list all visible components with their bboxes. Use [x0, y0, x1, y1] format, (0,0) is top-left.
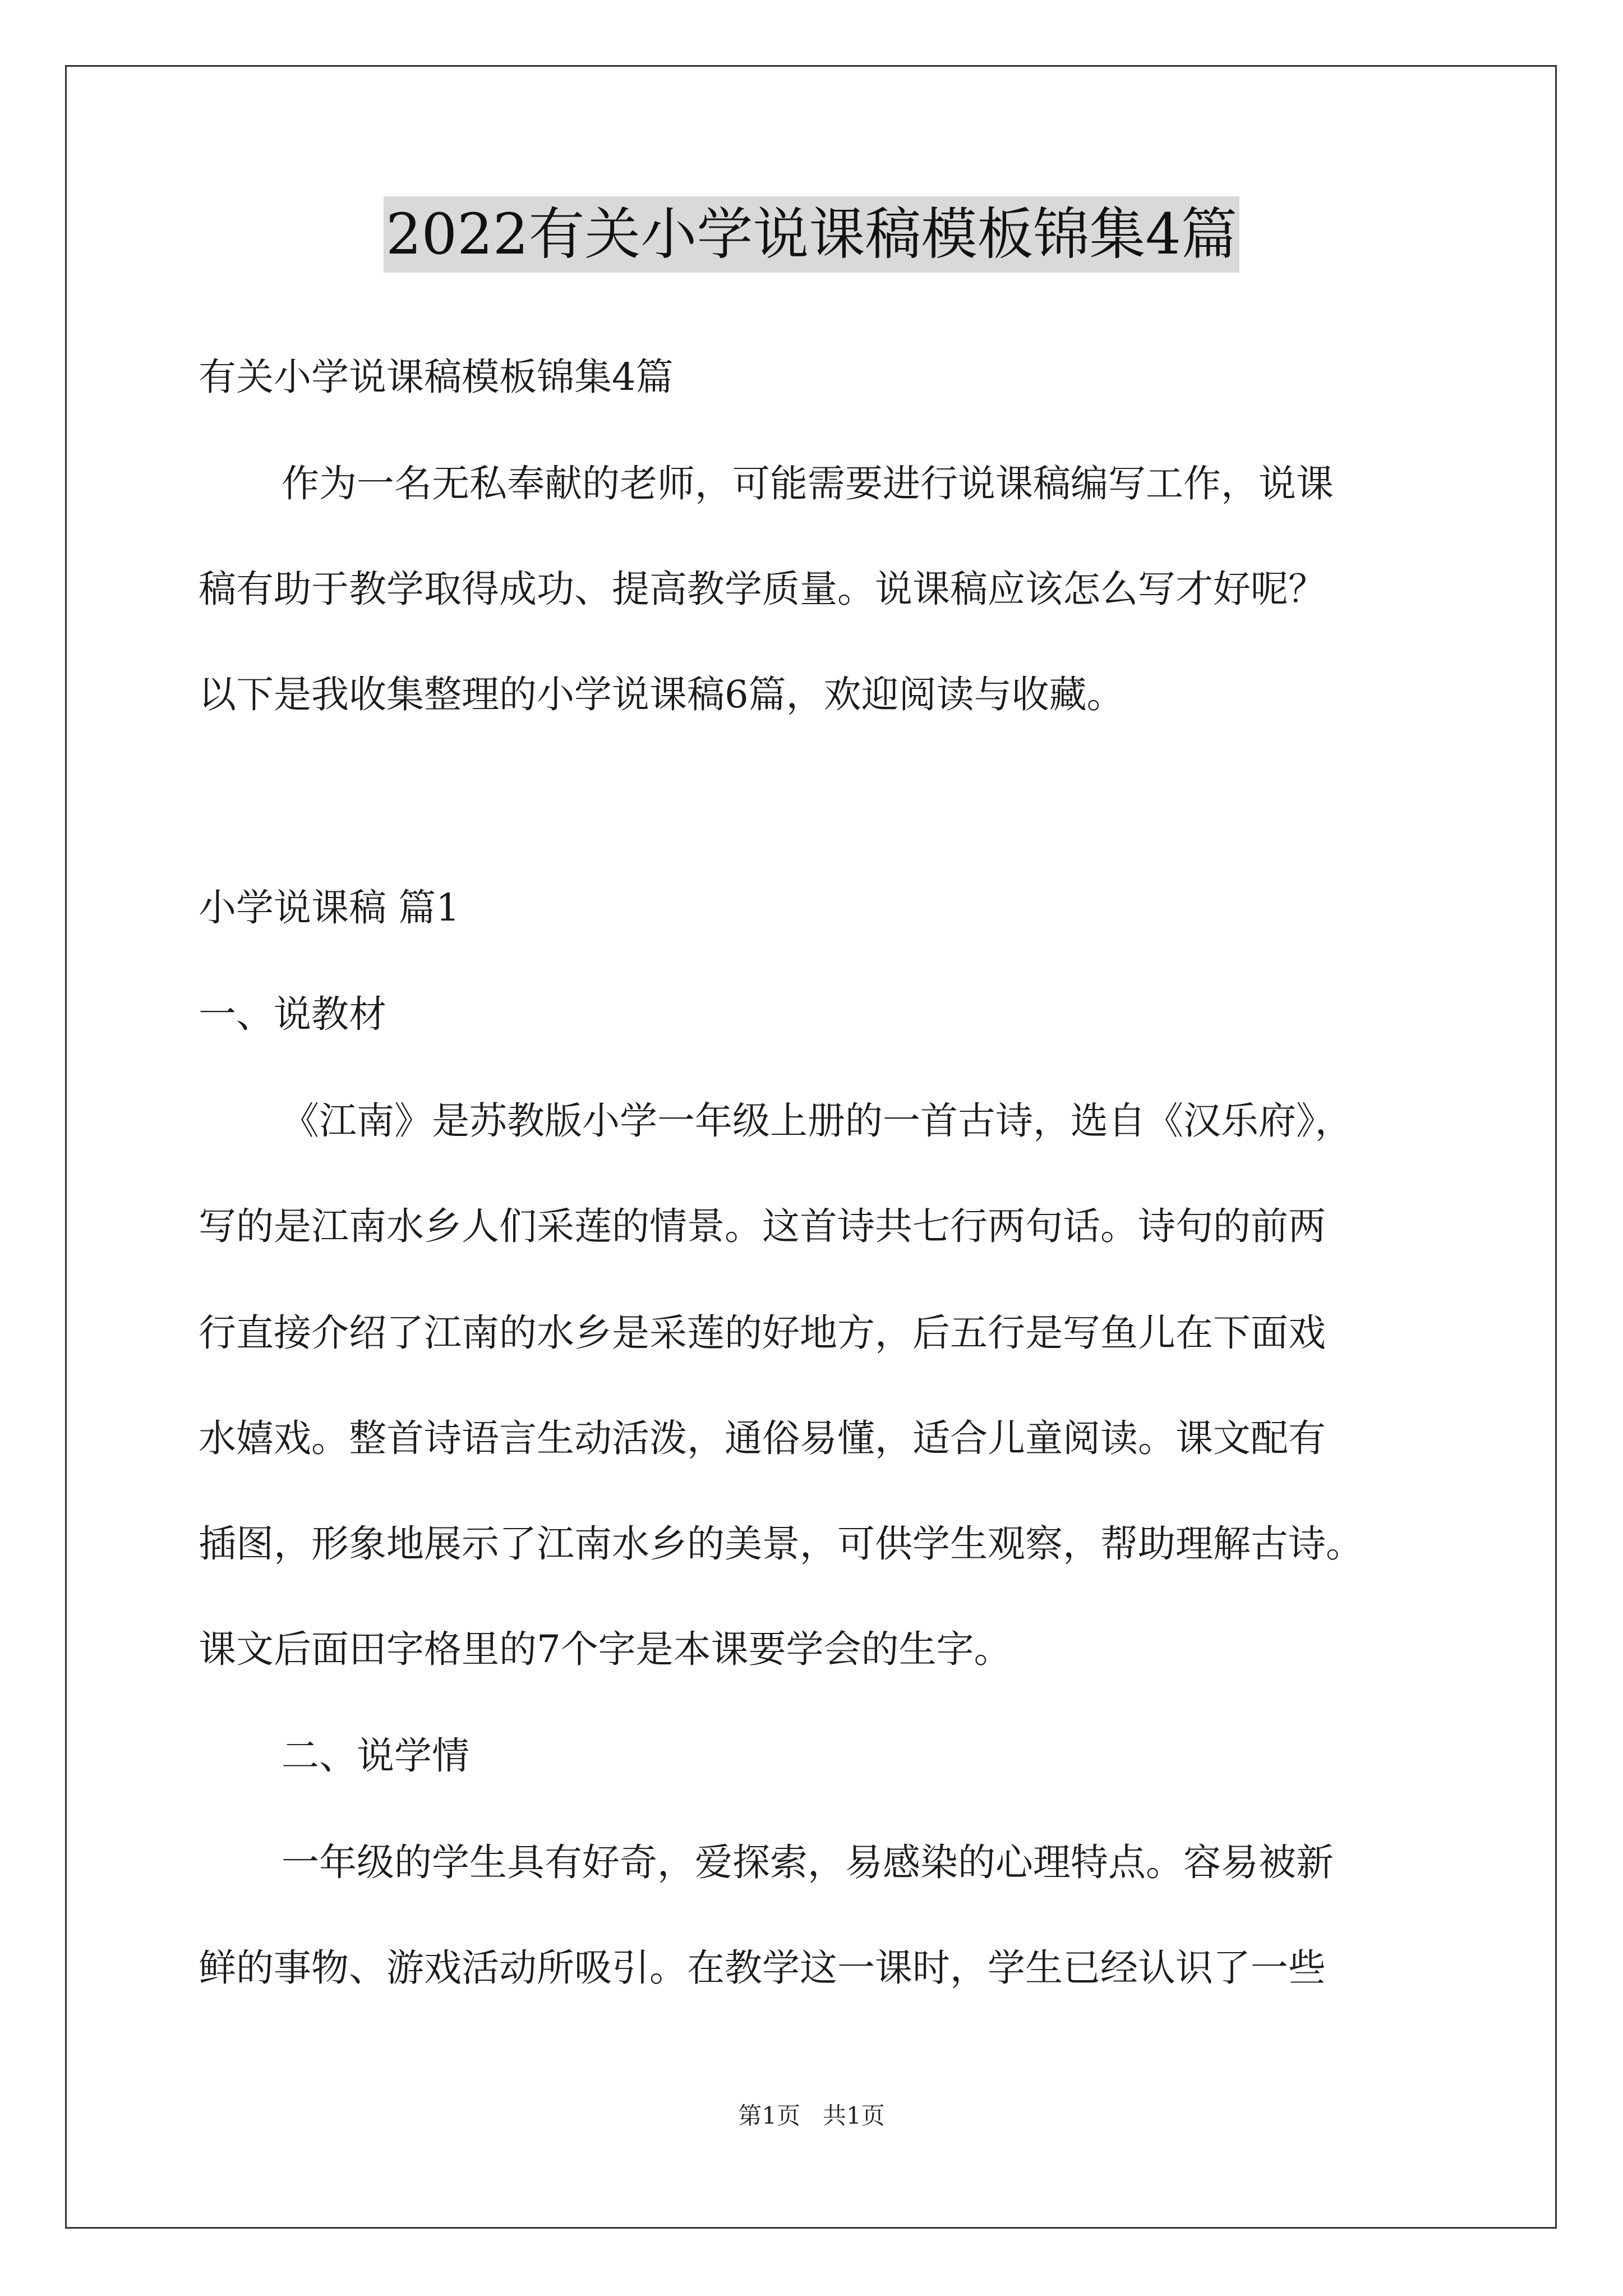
part2-line-2: 鲜的事物、游戏活动所吸引。在教学这一课时，学生已经认识了一些 [199, 1946, 1326, 1990]
intro-line-2: 稿有助于教学取得成功、提高教学质量。说课稿应该怎么写才好呢？ [199, 567, 1326, 611]
part2-heading: 二、说学情 [282, 1734, 469, 1778]
document-subtitle: 有关小学说课稿模板锦集4篇 [199, 355, 674, 399]
intro-line-3: 以下是我收集整理的小学说课稿6篇，欢迎阅读与收藏。 [199, 673, 1124, 716]
part1-line-2: 写的是江南水乡人们采莲的情景。这首诗共七行两句话。诗句的前两 [199, 1204, 1326, 1248]
document-title: 2022有关小学说课稿模板锦集4篇 [384, 196, 1239, 273]
part1-line-1: 《江南》是苏教版小学一年级上册的一首古诗，选自《汉乐府》， [282, 1099, 1353, 1143]
intro-line-1: 作为一名无私奉献的老师，可能需要进行说课稿编写工作，说课 [282, 462, 1334, 505]
part1-line-6: 课文后面田字格里的7个字是本课要学会的生字。 [199, 1627, 1012, 1671]
part1-line-4: 水嬉戏。整首诗语言生动活泼，通俗易懂，适合儿童阅读。课文配有 [199, 1416, 1326, 1460]
part1-line-3: 行直接介绍了江南的水乡是采莲的好地方，后五行是写鱼儿在下面戏 [199, 1311, 1326, 1355]
part2-line-1: 一年级的学生具有好奇，爱探索，易感染的心理特点。容易被新 [282, 1841, 1334, 1884]
section-heading: 小学说课稿 篇1 [199, 886, 460, 930]
part1-heading: 一、说教材 [199, 992, 386, 1036]
part1-line-5: 插图，形象地展示了江南水乡的美景，可供学生观察，帮助理解古诗。 [199, 1522, 1363, 1566]
title-container [0, 196, 1623, 273]
page-footer: 第1页 共1页 [738, 2102, 885, 2129]
